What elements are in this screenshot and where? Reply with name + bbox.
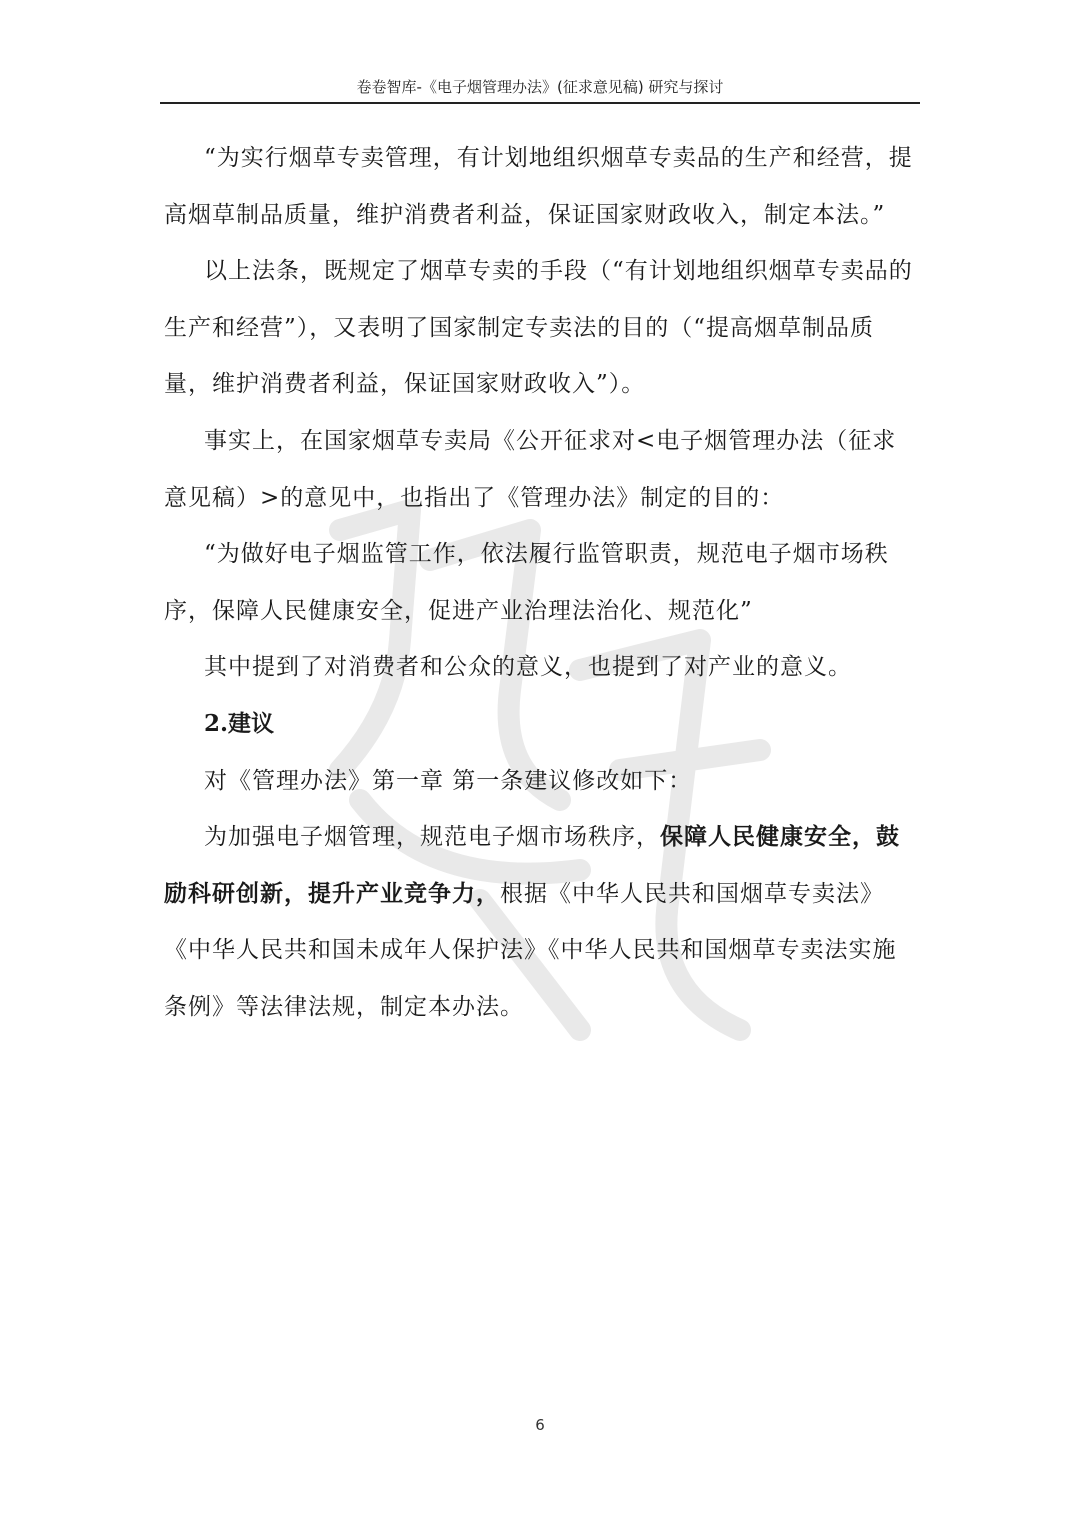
paragraph-proposal — [164, 809, 914, 1035]
quote-paragraph-purpose: “为做好电子烟监管工作，依法履行监管职责，规范电子烟市场秩序，保障人民健康安全，促进产业治理法治化、规范化” — [164, 541, 889, 624]
paragraph-bureau-notice: 事实上，在国家烟草专卖局《公开征求对<电子烟管理办法（征求意见稿）>的意见中，也指出了《管理办法》制定的目的： — [164, 427, 897, 511]
paragraph-analysis: 以上法条，既规定了烟草专卖的手段（“有计划地组织烟草专卖品的生产和经营”），又表明了国家制定专卖法的目的（“提高烟草制品质量，维护消费者利益，保证国家财政收入”）。 — [164, 258, 913, 398]
paragraph-significance: 其中提到了对消费者和公众的意义，也提到了对产业的意义。 — [204, 654, 852, 681]
page-header: 卷卷智库-《电子烟管理办法》(征求意见稿) 研究与探讨 — [160, 74, 920, 104]
proposal-text-end: 根据《中华人民共和国烟草专卖法》《中华人民共和国未成年人保护法》《中华人民共和国烟草专卖法实施条例》等法律法规，制定本办法。 — [164, 880, 897, 1020]
proposal-text-emphasis: 保障人民健康安全，鼓励科研创新，提升产业竞争力， — [164, 823, 900, 907]
section-heading: 2.建议 — [204, 709, 275, 737]
document-body — [164, 130, 914, 1036]
quote-paragraph-law: “为实行烟草专卖管理，有计划地组织烟草专卖品的生产和经营，提高烟草制品质量，维护消费者利益，保证国家财政收入，制定本法。” — [164, 145, 913, 228]
paragraph-proposal-intro: 对《管理办法》第一章 第一条建议修改如下： — [204, 767, 693, 794]
proposal-text-start: 为加强电子烟管理，规范电子烟市场秩序， — [204, 824, 660, 851]
page-number: 6 — [535, 1416, 545, 1434]
